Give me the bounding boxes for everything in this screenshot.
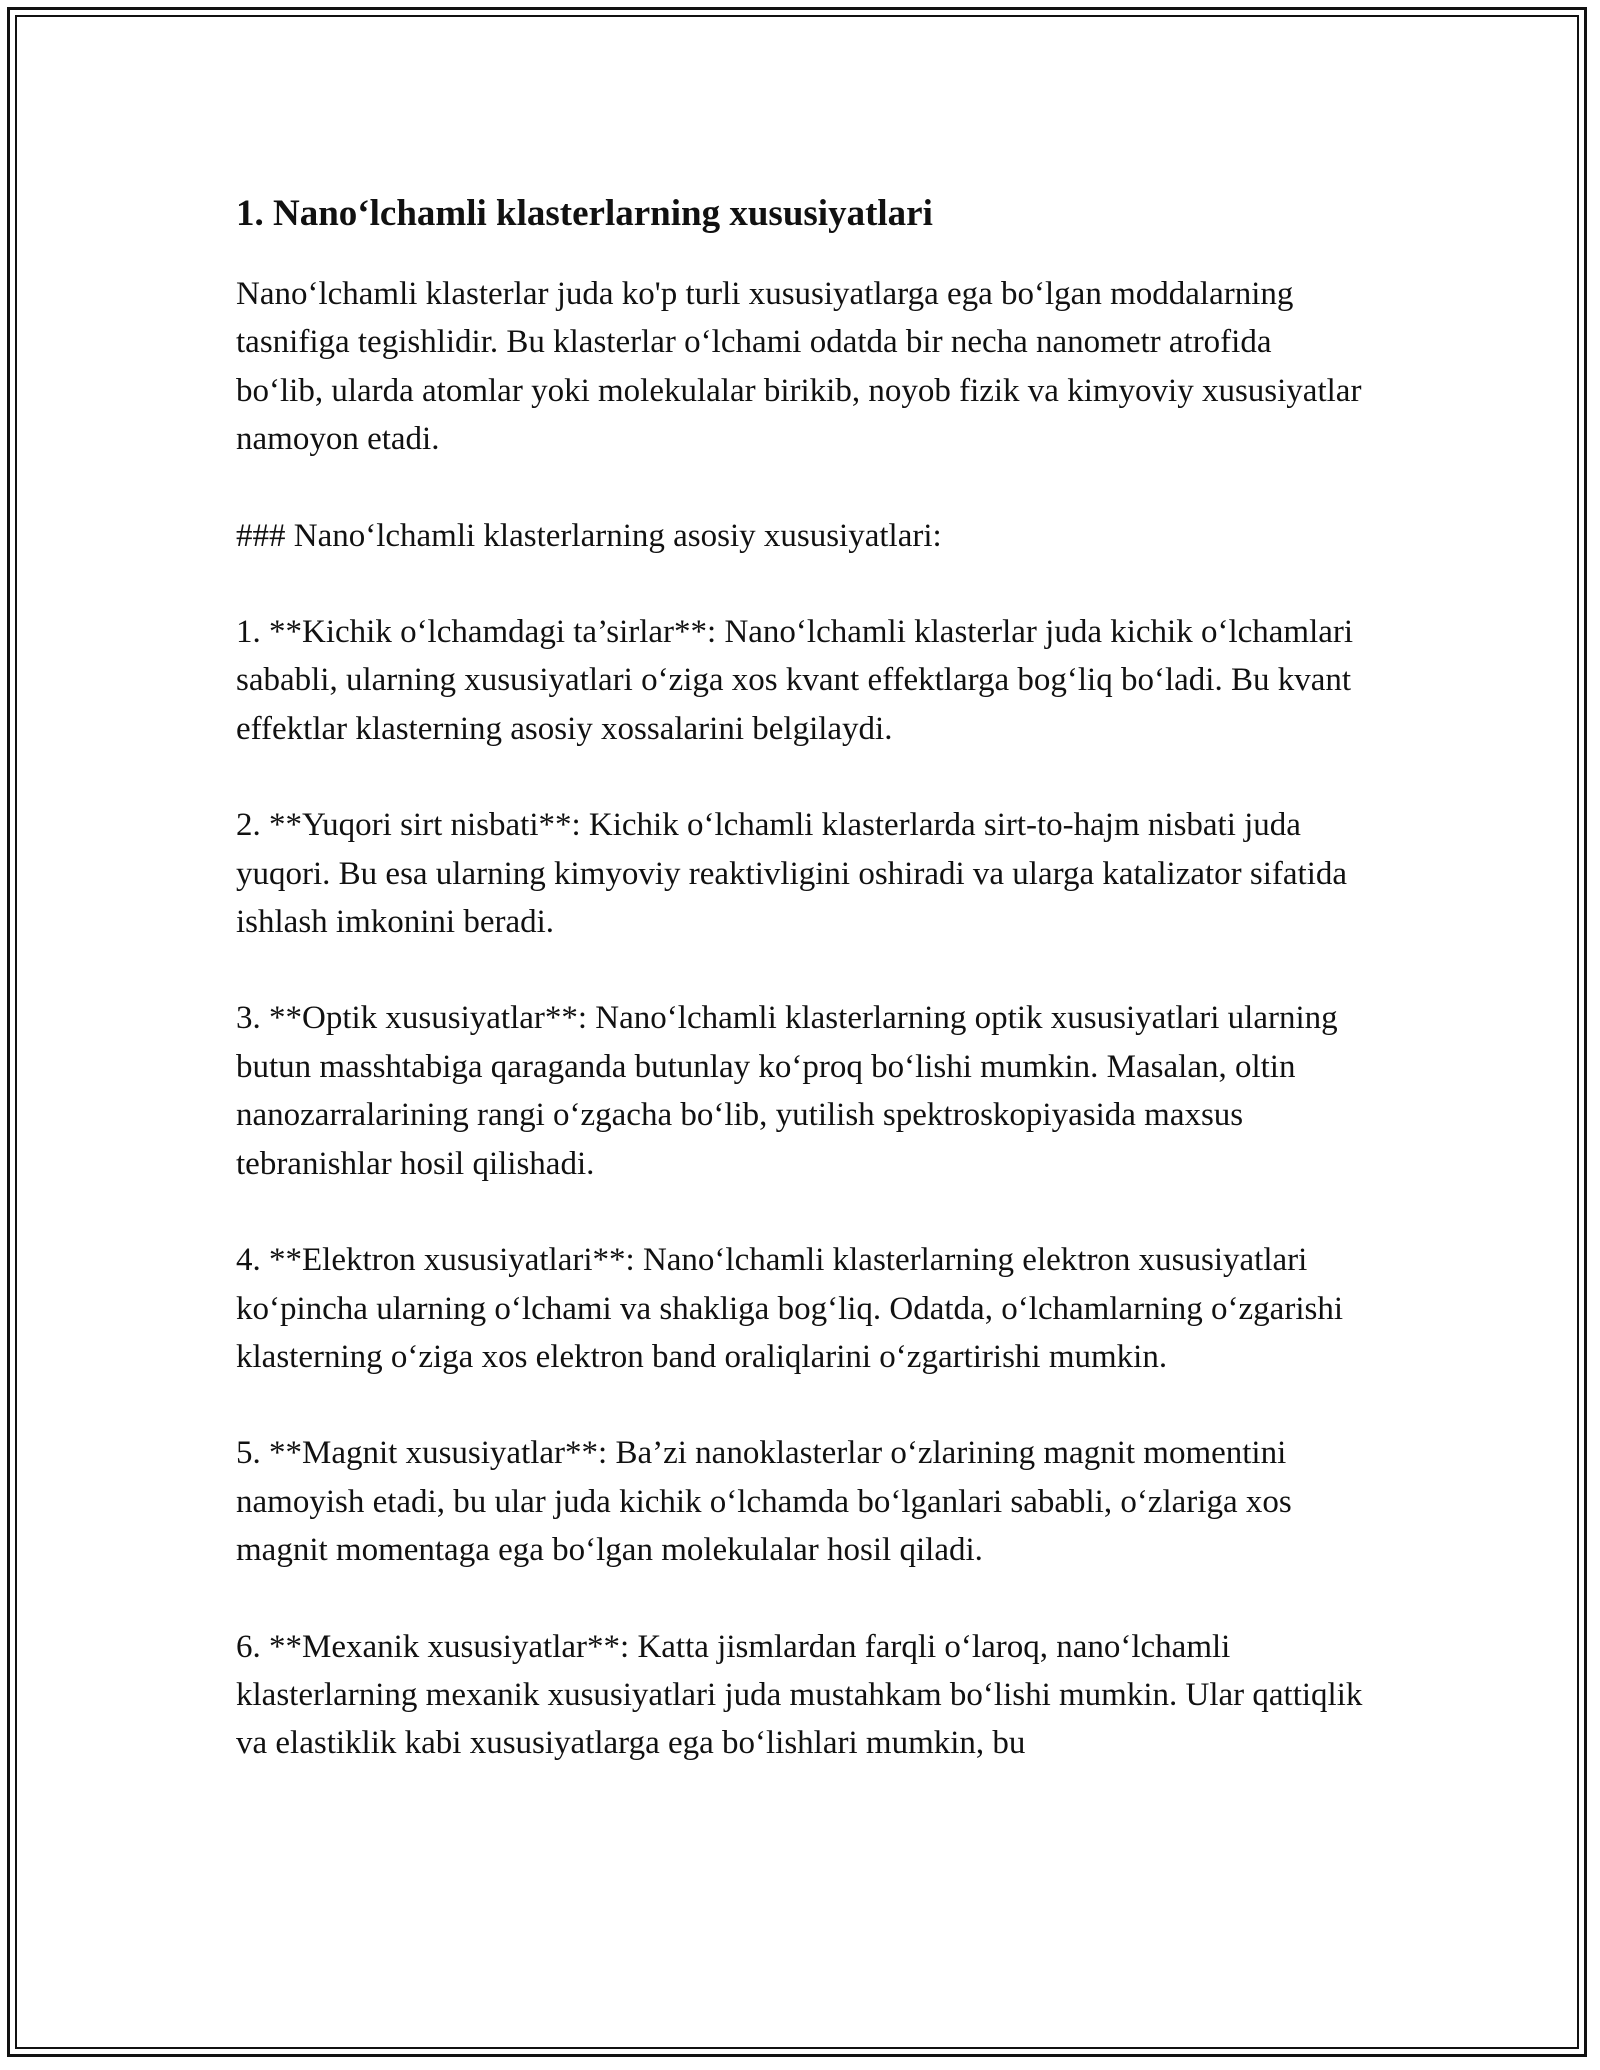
list-item-small-size-effects: 1. **Kichik o‘lchamdagi ta’sirlar**: Nano‘lchamli klasterlar juda kichik o‘lchamlari sababli, ularning xususiyatlari o‘ziga xos kvant effektlarga bog‘liq bo‘ladi. Bu kvant effektlar klasterning asosiy xossalarini belgilaydi. — [236, 614, 1354, 747]
list-item-optical-properties: 3. **Optik xususiyatlar**: Nano‘lchamli klasterlarning optik xususiyatlari ularning butun masshtabiga qaraganda butunlay ko‘proq bo‘lishi mumkin. Masalan, oltin nanozarralarining rangi o‘zgacha bo‘lib, yutilish spektroskopiyasida maxsus tebranishlar hosil qilishadi. — [236, 1000, 1338, 1182]
list-item-surface-ratio: 2. **Yuqori sirt nisbati**: Kichik o‘lchamli klasterlarda sirt-to-hajm nisbati juda yuqori. Bu esa ularning kimyoviy reaktivligini oshiradi va ularga katalizator sifatida ishlash imkonini beradi. — [236, 807, 1348, 941]
list-item-electronic-properties: 4. **Elektron xususiyatlari**: Nano‘lchamli klasterlarning elektron xususiyatlari ko‘pincha ularning o‘lchami va shakliga bog‘liq. Odatda, o‘lchamlarning o‘zgarishi klasterning o‘ziga xos elektron band oraliqlarini o‘zgartirishi mumkin. — [236, 1242, 1343, 1375]
list-item-magnetic-properties: 5. **Magnit xususiyatlar**: Ba’zi nanoklasterlar o‘zlarining magnit momentini namoyish etadi, bu ular juda kichik o‘lchamda bo‘lganlari sababli, o‘zlariga xos magnit momentaga ega bo‘lgan molekulalar hosil qiladi. — [236, 1435, 1292, 1569]
list-item-mechanical-properties: 6. **Mexanik xususiyatlar**: Katta jismlardan farqli o‘laroq, nano‘lchamli klasterlarning mexanik xususiyatlari juda mustahkam bo‘lishi mumkin. Ular qattiqlik va elastiklik kabi xususiyatlarga ega bo‘lishlari mumkin, bu — [236, 1628, 1363, 1762]
document-title: 1. Nano‘lchamli klasterlarning xususiyatlari — [236, 193, 933, 234]
intro-paragraph: Nano‘lchamli klasterlar juda ko'p turli xususiyatlarga ega bo‘lgan moddalarning tasnifiga tegishlidir. Bu klasterlar o‘lchami odatda bir necha nanometr atrofida bo‘lib, ularda atomlar yoki molekulalar birikib, noyob fizik va kimyoviy xususiyatlar namoyon etadi. — [236, 276, 1362, 458]
section-heading-paragraph: ### Nano‘lchamli klasterlarning asosiy xususiyatlari: — [236, 517, 942, 554]
document-body — [236, 186, 1366, 1768]
